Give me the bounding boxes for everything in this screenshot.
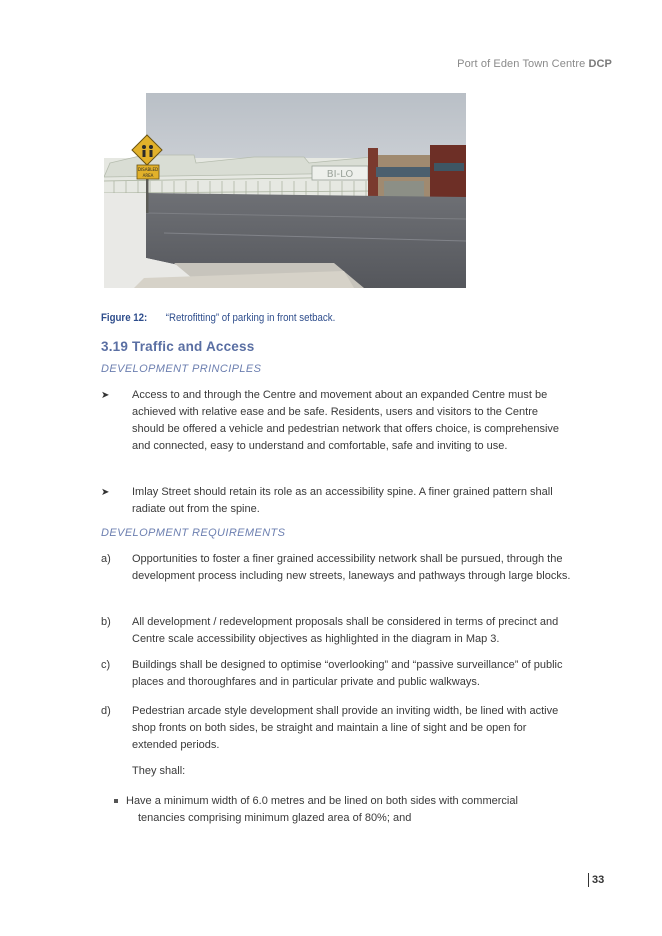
header-title-text: Port of Eden Town Centre [457,58,586,70]
sign-text-line2: AREA [142,173,154,178]
sub-bullet-item [114,793,564,827]
requirement-item [101,551,571,585]
principles-heading: DEVELOPMENT PRINCIPLES [101,363,262,375]
sign-text-line1: DISABLED [137,167,159,172]
requirement-text: Pedestrian arcade style development shall provide an inviting width, be lined with active shop fronts on both sides, be straight and maintain a line of sight and be open for extended periods. [132,705,559,751]
requirement-label: a) [101,553,111,565]
requirement-text: Opportunities to foster a finer grained accessibility network shall be pursued, through the development process including new streets, laneways and pathways through large blocks. [132,553,571,582]
they-shall-text: They shall: [132,765,186,777]
principle-text: Imlay Street should retain its role as an accessibility spine. A finer grained pattern shall radiate out from the spine. [132,486,553,515]
section-heading: 3.19 Traffic and Access [101,339,255,354]
sub-bullet-line1: Have a minimum width of 6.0 metres and be lined on both sides with commercial [126,795,518,807]
requirement-item [101,657,571,691]
document-header [457,58,612,70]
figure-caption [101,312,335,324]
requirements-heading: DEVELOPMENT REQUIREMENTS [101,527,286,539]
requirement-text: All development / redevelopment proposals shall be considered in terms of precinct and Centre scale accessibility objectives as highlighted in the diagram in Map 3. [132,616,559,645]
figure-street-photo [104,93,466,288]
principle-text: Access to and through the Centre and movement about an expanded Centre must be achieved with relative ease and be safe. Residents, users and visitors to the Centre should be offered a vehicle and pedestrian network that offers choice, is comprehensive and connected, easy to understand and comfortable, safe and inviting to use. [132,389,560,452]
principle-item [101,387,571,455]
requirement-label: d) [101,705,111,717]
page-number: 33 [588,873,604,887]
header-title-suffix: DCP [588,58,612,70]
arrow-bullet-icon: ➤ [101,487,110,498]
figure-caption-number: Figure 12: [101,312,148,324]
street-photo-illustration [104,93,466,288]
requirement-label: c) [101,659,111,671]
principle-item [101,484,571,518]
figure-caption-text: “Retrofitting” of parking in front setback. [165,312,336,324]
shop-sign-text: BI-LO [326,169,354,180]
requirement-text: Buildings shall be designed to optimise “overlooking” and “passive surveillance” of public places and thoroughfares and in particular private and public walkways. [132,659,563,688]
sub-bullet-text [126,793,564,827]
requirement-label: b) [101,616,111,628]
requirement-item [101,703,571,754]
arrow-bullet-icon: ➤ [101,390,110,401]
sub-bullet-line2: tenancies comprising minimum glazed area of 80%; and [138,812,412,824]
square-bullet-icon [114,799,118,803]
requirement-item [101,614,571,648]
